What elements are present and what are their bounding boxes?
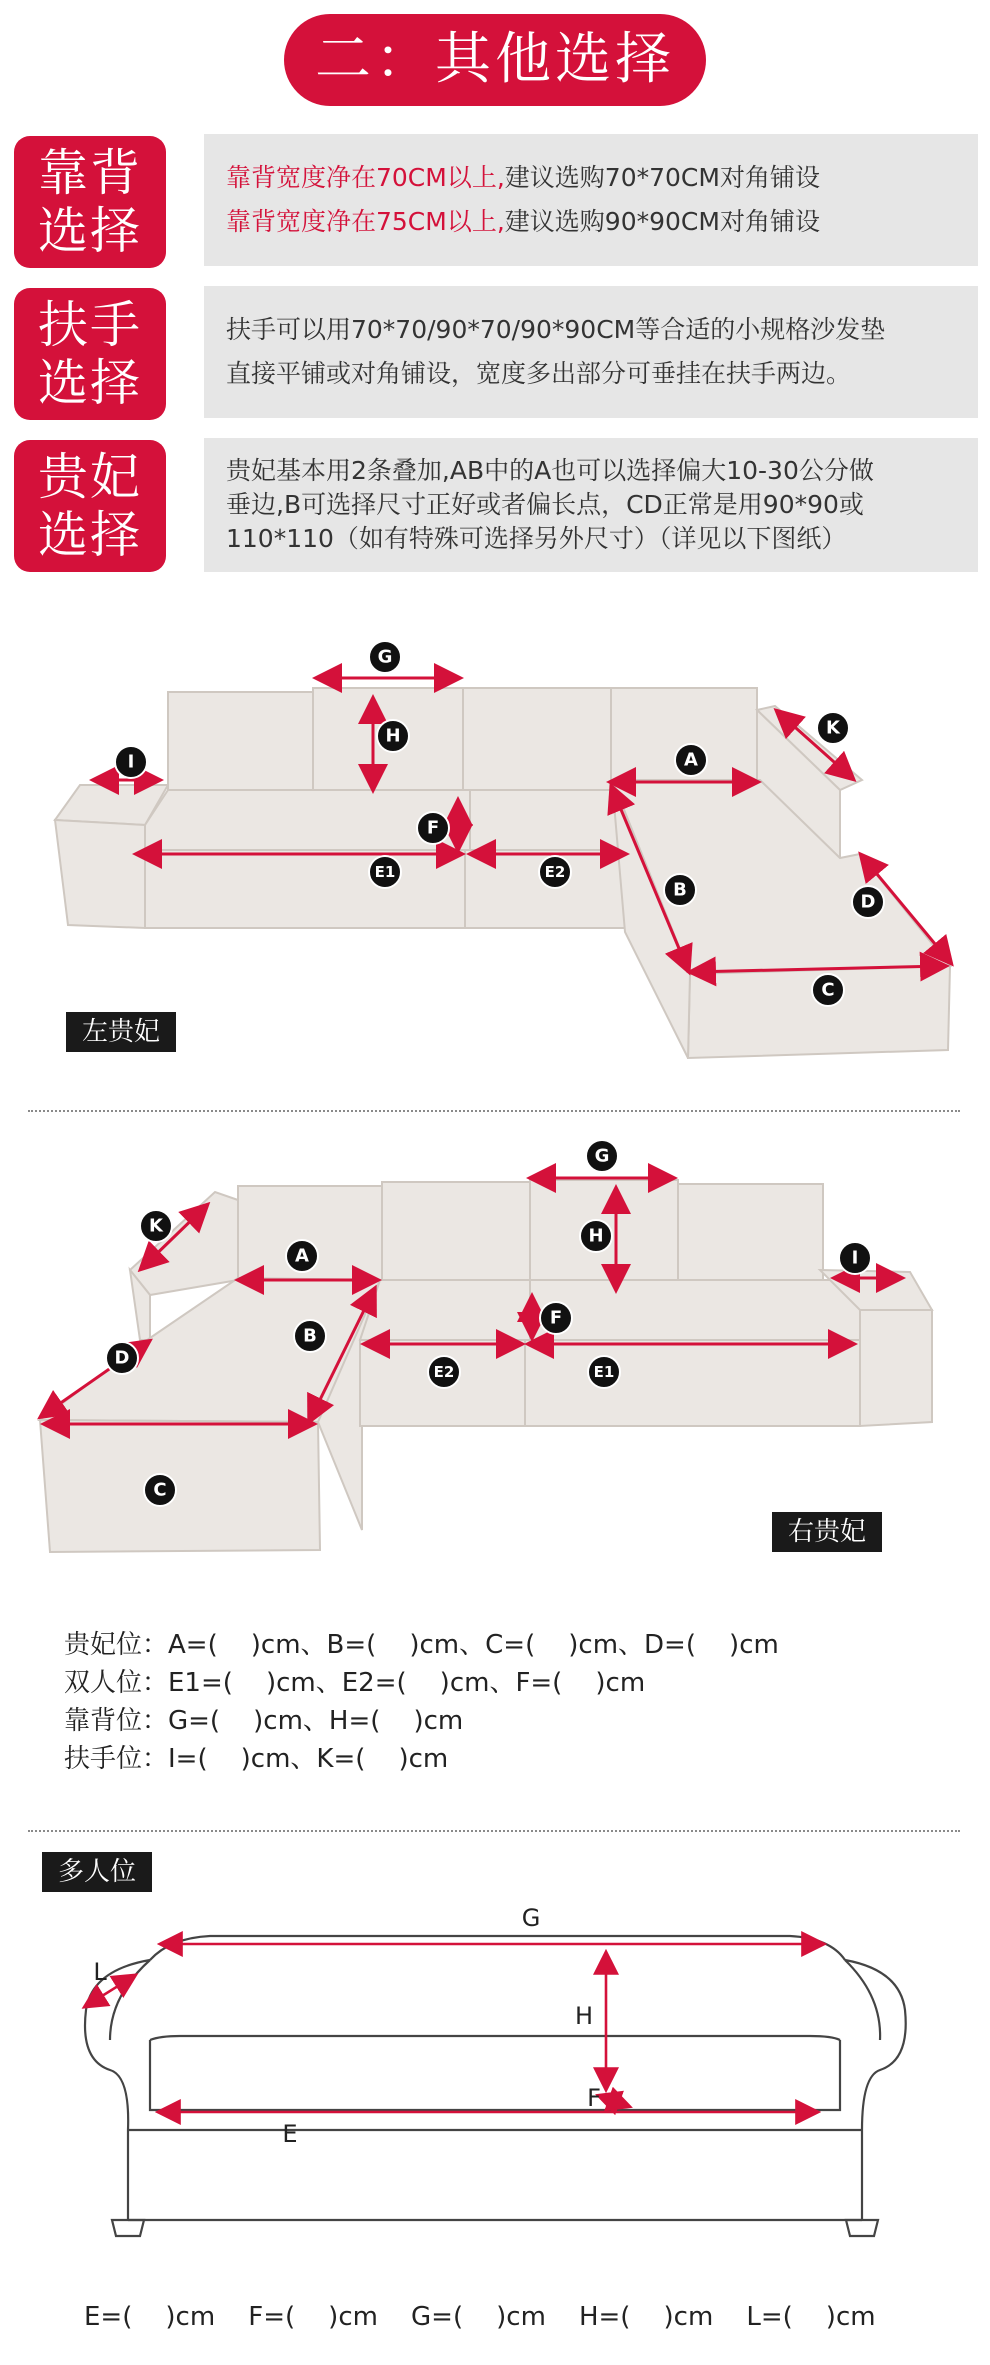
backrest-tag-line-1: 靠背 — [38, 144, 142, 202]
right-chaise-diagram — [0, 1130, 990, 1560]
backrest-info-box — [204, 134, 978, 266]
formula-armrest: 扶手位：I=( )cm、K=( )cm — [64, 1744, 449, 1774]
dim-h-label: H — [574, 2002, 594, 2030]
marker-c: C — [821, 979, 835, 1001]
dim-e-label: E — [282, 2120, 298, 2148]
right-chaise-caption: 右贵妃 — [772, 1512, 882, 1552]
armrest-tag-line-2: 选择 — [38, 354, 142, 412]
marker-c: C — [153, 1479, 167, 1501]
marker-a: A — [684, 749, 698, 771]
armrest-info-box — [204, 286, 978, 418]
page-title: 二：其他选择 — [284, 14, 706, 106]
dim-f-label: F — [587, 2084, 601, 2112]
marker-e1: E1 — [374, 863, 396, 881]
dim-l-label: L — [93, 1958, 107, 1986]
marker-f: F — [426, 817, 440, 839]
chaise-info-box — [204, 438, 978, 572]
chaise-line-1: 贵妃基本用2条叠加,AB中的A也可以选择偏大10-30公分做 — [226, 456, 874, 485]
marker-i: I — [851, 1247, 859, 1269]
marker-h: H — [588, 1225, 604, 1247]
marker-d: D — [114, 1347, 130, 1369]
backrest-line-1: 靠背宽度净在70CM以上,建议选购70*70CM对角铺设 — [226, 163, 820, 192]
chaise-tag-line-2: 选择 — [38, 506, 142, 564]
backrest-tag — [14, 136, 166, 268]
marker-e2: E2 — [433, 1363, 455, 1381]
marker-e2: E2 — [544, 863, 566, 881]
backrest-line-2: 靠背宽度净在75CM以上,建议选购90*90CM对角铺设 — [226, 207, 820, 236]
chaise-line-3: 110*110（如有特殊可选择另外尺寸）（详见以下图纸） — [226, 524, 847, 553]
marker-k: K — [826, 717, 840, 739]
marker-g: G — [594, 1145, 610, 1167]
multi-seat-diagram — [0, 1900, 990, 2250]
formula-double-seat: 双人位：E1=( )cm、E2=( )cm、F=( )cm — [64, 1668, 646, 1698]
marker-h: H — [385, 725, 401, 747]
marker-b: B — [303, 1325, 317, 1347]
left-chaise-caption: 左贵妃 — [66, 1012, 176, 1052]
divider-1 — [28, 1110, 960, 1112]
armrest-tag — [14, 288, 166, 420]
marker-a: A — [295, 1245, 309, 1267]
armrest-tag-line-1: 扶手 — [38, 296, 142, 354]
dim-g-label: G — [521, 1904, 541, 1932]
marker-e1: E1 — [593, 1363, 615, 1381]
marker-d: D — [860, 891, 876, 913]
chaise-tag-line-1: 贵妃 — [38, 448, 142, 506]
multi-seat-label: 多人位 — [42, 1852, 152, 1892]
multi-seat-formula: E=( )cm F=( )cm G=( )cm H=( )cm L=( )cm — [84, 2302, 876, 2332]
marker-g: G — [377, 646, 393, 668]
marker-k: K — [149, 1215, 163, 1237]
divider-2 — [28, 1830, 960, 1832]
chaise-line-2: 垂边,B可选择尺寸正好或者偏长点，CD正常是用90*90或 — [226, 490, 864, 519]
formula-backrest: 靠背位：G=( )cm、H=( )cm — [64, 1706, 464, 1736]
backrest-tag-line-2: 选择 — [38, 202, 142, 260]
chaise-tag — [14, 440, 166, 572]
left-chaise-diagram — [0, 620, 990, 1070]
armrest-line-1: 扶手可以用70*70/90*70/90*90CM等合适的小规格沙发垫 — [226, 315, 886, 344]
formula-chaise: 贵妃位：A=( )cm、B=( )cm、C=( )cm、D=( )cm — [64, 1630, 779, 1660]
armrest-line-2: 直接平铺或对角铺设，宽度多出部分可垂挂在扶手两边。 — [226, 359, 852, 388]
marker-b: B — [673, 879, 687, 901]
marker-i: I — [127, 751, 135, 773]
marker-f: F — [549, 1307, 563, 1329]
